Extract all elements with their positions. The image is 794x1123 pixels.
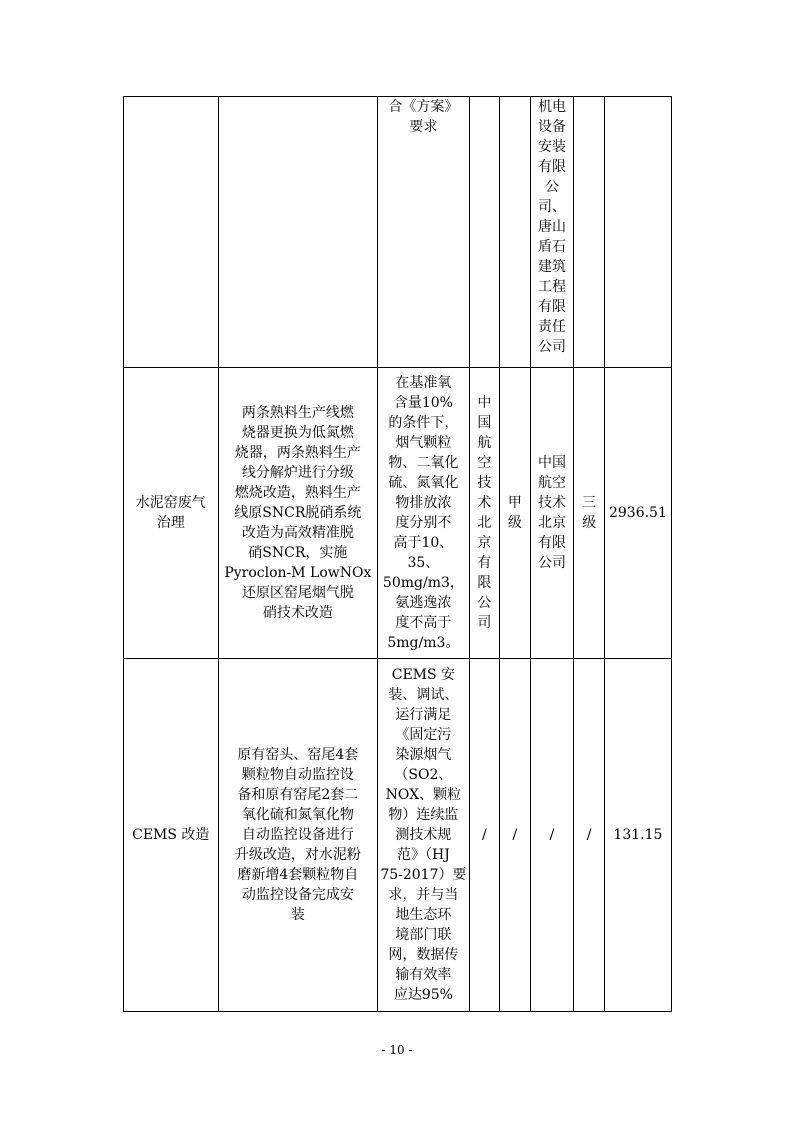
org-cell: / xyxy=(469,659,500,1012)
grade-cell: / xyxy=(500,659,531,1012)
content-cell xyxy=(218,97,378,368)
target-cell: CEMS 安 装、调试、 运行满足 《固定污 染源烟气 （SO2、 NOX、颗粒 物）连续监 测技术规 范》（HJ 75-2017）要 求，并与当 地生态环 境部门联 网，数据传 输有效率 应达95% xyxy=(378,659,470,1012)
amount-cell: 131.15 xyxy=(604,659,671,1012)
table-row xyxy=(124,97,672,368)
level-cell xyxy=(574,97,605,368)
project-table xyxy=(123,96,672,1012)
amount-cell: 2936.51 xyxy=(604,368,671,659)
table-row xyxy=(124,368,672,659)
project-cell xyxy=(124,97,219,368)
builder-cell: 机电 设备 安装 有限 公 司、 唐山 盾石 建筑 工程 有限 责任 公司 xyxy=(530,97,574,368)
builder-cell: / xyxy=(530,659,574,1012)
content-cell: 两条熟料生产线燃 烧器更换为低氮燃 烧器，两条熟料生产 线分解炉进行分级 燃烧改造，熟料生产 线原SNCR脱硝系统 改造为高效精准脱 硝SNCR，实施 Pyroclon-M LowNOx 还原区窑尾烟气脱 硝技术改造 xyxy=(218,368,378,659)
page-number: - 10 - xyxy=(381,1043,413,1057)
builder-cell: 中国 航空 技术 北京 有限 公司 xyxy=(530,368,574,659)
level-cell: / xyxy=(574,659,605,1012)
content-cell: 原有窑头、窑尾4套 颗粒物自动监控设 备和原有窑尾2套二 氧化硫和氮氧化物 自动监控设备进行 升级改造，对水泥粉 磨新增4套颗粒物自 动监控设备完成安 装 xyxy=(218,659,378,1012)
table-row xyxy=(124,659,672,1012)
level-cell: 三 级 xyxy=(574,368,605,659)
org-cell: 中 国 航 空 技 术 北 京 有 限 公 司 xyxy=(469,368,500,659)
project-cell: 水泥窑废气 治理 xyxy=(124,368,219,659)
org-cell xyxy=(469,97,500,368)
project-cell: CEMS 改造 xyxy=(124,659,219,1012)
target-cell: 合《方案》 要求 xyxy=(378,97,470,368)
amount-cell xyxy=(604,97,671,368)
grade-cell: 甲 级 xyxy=(500,368,531,659)
grade-cell xyxy=(500,97,531,368)
target-cell: 在基准氧 含量10% 的条件下， 烟气颗粒 物、二氧化 硫、氮氧化 物排放浓 度分别不 高于10、 35、 50mg/m3， 氨逃逸浓 度不高于 5mg/m3。 xyxy=(378,368,470,659)
